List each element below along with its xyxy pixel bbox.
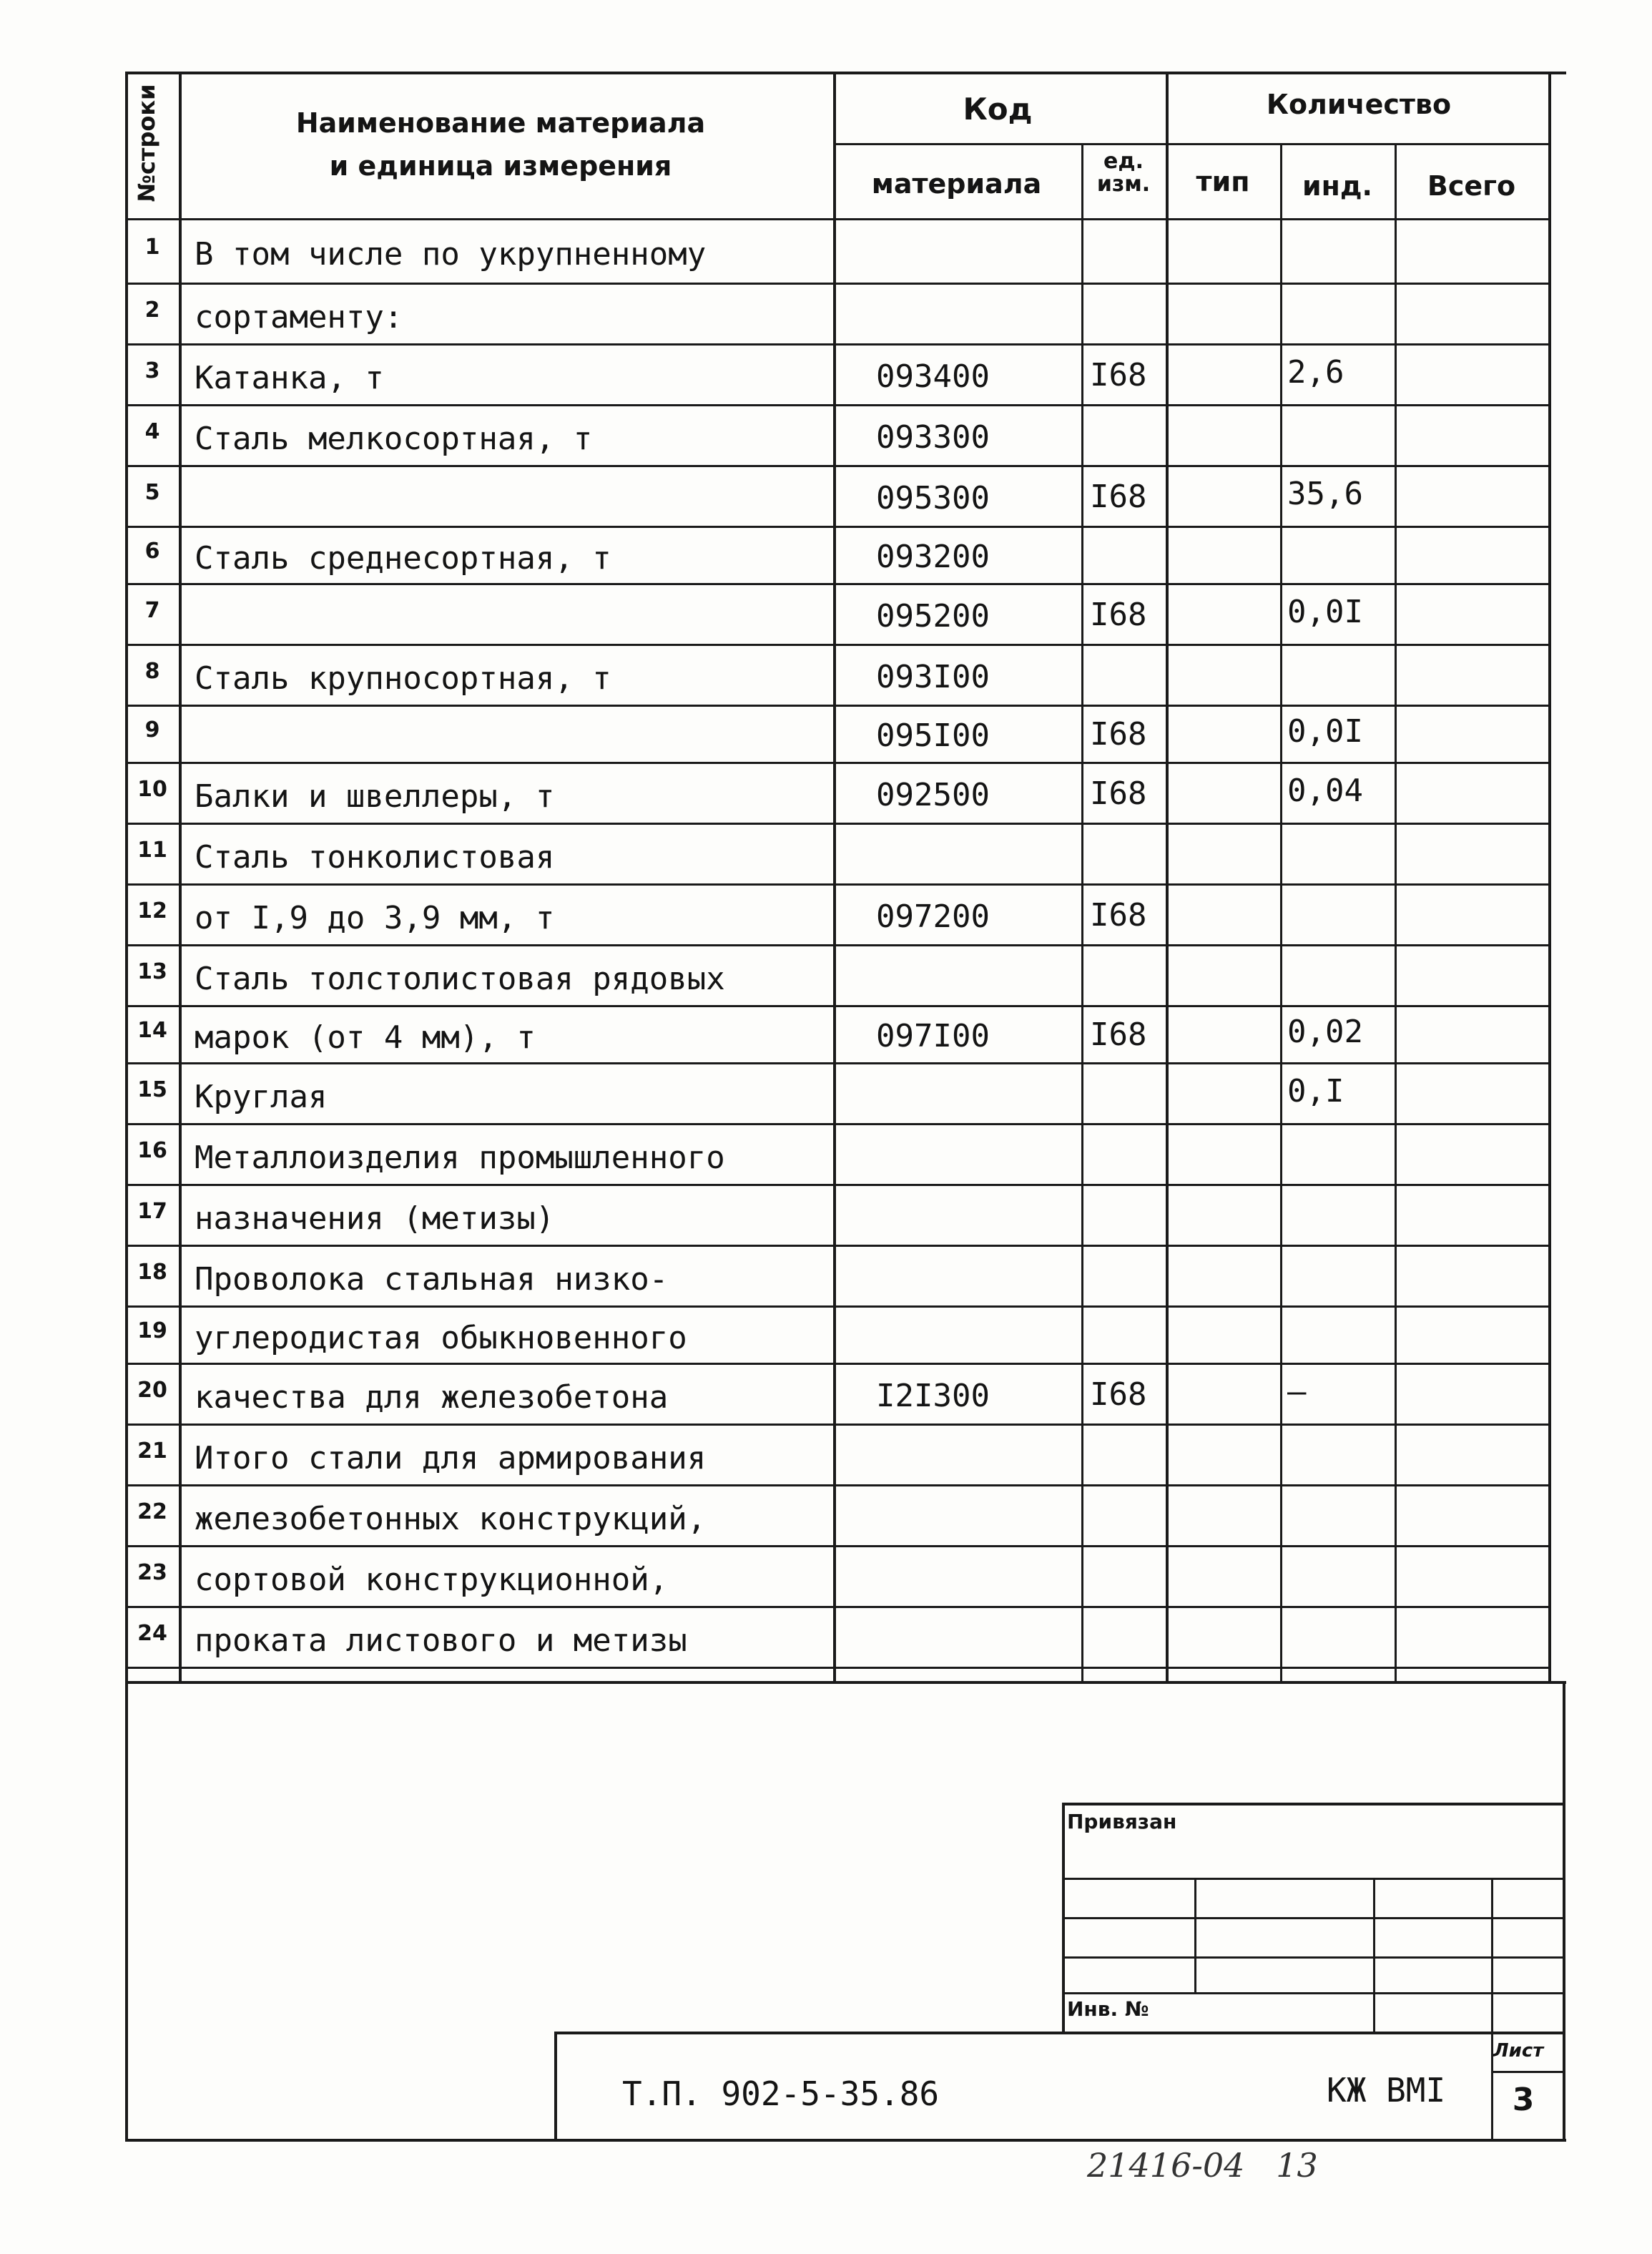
- row-number: 19: [137, 1318, 167, 1343]
- row-number: 24: [137, 1620, 167, 1646]
- grid-line: [1491, 1878, 1493, 2139]
- grid-line: [125, 1681, 1566, 1684]
- row-name: назначения (метизы): [195, 1200, 555, 1237]
- grid-line: [1062, 1878, 1563, 1880]
- grid-line: [1062, 1956, 1563, 1959]
- grid-line: [554, 2032, 557, 2139]
- row-material-code: 095300: [876, 479, 990, 516]
- grid-line: [125, 1667, 1548, 1669]
- row-number: 10: [137, 776, 167, 802]
- grid-line: [1548, 72, 1551, 1681]
- row-number: 11: [137, 837, 167, 863]
- row-material-code: I2I300: [876, 1377, 990, 1414]
- row-material-code: 092500: [876, 776, 990, 813]
- row-name: Сталь толстолистовая рядовых: [195, 960, 725, 997]
- row-name: Сталь мелкосортная, т: [195, 420, 593, 457]
- row-name: Проволока стальная низко-: [195, 1260, 669, 1298]
- row-ind: –: [1287, 1373, 1307, 1410]
- grid-line: [125, 583, 1548, 585]
- grid-line: [125, 1005, 1548, 1007]
- row-number: 3: [144, 358, 160, 383]
- row-unit: I68: [1090, 1376, 1147, 1413]
- row-name: Сталь крупносортная, т: [195, 660, 611, 697]
- row-number: 17: [137, 1198, 167, 1224]
- row-name: марок (от 4 мм), т: [195, 1019, 536, 1056]
- row-name: Металлоизделия промышленного: [195, 1139, 725, 1176]
- row-number: 9: [144, 717, 160, 743]
- row-ind: 0,02: [1287, 1014, 1363, 1050]
- grid-line: [125, 1606, 1548, 1608]
- row-number: 1: [144, 235, 160, 260]
- grid-line: [125, 218, 1548, 220]
- grid-line: [179, 72, 182, 1681]
- grid-line: [125, 1545, 1548, 1547]
- name-header-line1: Наименование материала: [295, 107, 706, 139]
- row-ind: 0,0I: [1287, 713, 1363, 750]
- code-header: Код: [963, 92, 1033, 127]
- attached-label: Привязан: [1067, 1810, 1177, 1833]
- inv-no-label: Инв. №: [1067, 1997, 1149, 2021]
- grid-line: [1062, 1803, 1563, 1805]
- row-name: железобетонных конструкций,: [195, 1500, 707, 1537]
- grid-line: [1194, 1878, 1196, 1992]
- grid-line: [554, 2032, 1563, 2034]
- grid-line: [125, 2139, 1566, 2142]
- row-unit: I68: [1090, 1016, 1147, 1053]
- row-unit: I68: [1090, 716, 1147, 753]
- row-number: 2: [144, 297, 160, 323]
- grid-line: [1062, 1917, 1563, 1919]
- row-unit: I68: [1090, 478, 1147, 515]
- row-number: 15: [137, 1077, 167, 1102]
- grid-line: [1395, 143, 1397, 1681]
- row-number: 23: [137, 1559, 167, 1585]
- row-unit: I68: [1090, 896, 1147, 934]
- grid-line: [125, 762, 1548, 764]
- grid-line: [125, 1062, 1548, 1064]
- row-number: 14: [137, 1018, 167, 1043]
- grid-line: [125, 705, 1548, 707]
- grid-line: [1491, 2071, 1563, 2073]
- row-number-header: №строки: [133, 84, 160, 202]
- row-number: 16: [137, 1137, 167, 1163]
- row-number: 5: [144, 479, 160, 505]
- grid-line: [1062, 1992, 1563, 1994]
- grid-line: [125, 72, 1566, 74]
- row-unit: I68: [1090, 775, 1147, 812]
- grid-line: [125, 465, 1548, 467]
- row-number: 20: [137, 1377, 167, 1403]
- sheet-label: Лист: [1493, 2040, 1544, 2062]
- row-name: Итого стали для армирования: [195, 1439, 707, 1476]
- grid-line: [1280, 143, 1282, 1681]
- total-header: Всего: [1427, 170, 1516, 202]
- row-number: 7: [144, 597, 160, 623]
- grid-line: [125, 1245, 1548, 1247]
- quantity-header: Количество: [1266, 89, 1452, 120]
- row-name: Сталь среднесортная, т: [195, 540, 611, 577]
- grid-line: [125, 526, 1548, 528]
- grid-line: [1081, 143, 1083, 1681]
- grid-line: [1166, 72, 1169, 1681]
- row-name: качества для железобетона: [195, 1378, 669, 1416]
- row-name: от I,9 до 3,9 мм, т: [195, 899, 555, 936]
- row-material-code: 097I00: [876, 1018, 990, 1054]
- name-header-line2: и единица измерения: [329, 150, 672, 182]
- row-material-code: 095I00: [876, 717, 990, 754]
- row-ind: 0,I: [1287, 1072, 1344, 1109]
- row-number: 6: [144, 539, 160, 564]
- grid-line: [125, 883, 1548, 886]
- row-name: Сталь тонколистовая: [195, 838, 555, 876]
- grid-line: [1373, 1878, 1375, 2032]
- row-ind: 0,04: [1287, 772, 1363, 809]
- row-material-code: 097200: [876, 898, 990, 935]
- row-name: углеродистая обыкновенного: [195, 1320, 687, 1356]
- handwritten-number: 21416-04 13: [1087, 2146, 1318, 2185]
- row-ind: 35,6: [1287, 475, 1363, 512]
- row-name: сортаменту:: [195, 298, 403, 335]
- grid-line: [125, 1305, 1548, 1308]
- grid-line: [125, 644, 1548, 646]
- sheet-number: 3: [1512, 2082, 1535, 2118]
- row-number: 12: [137, 898, 167, 923]
- grid-line: [125, 283, 1548, 285]
- row-name: сортовой конструкционной,: [195, 1561, 669, 1598]
- grid-line: [125, 72, 128, 2139]
- row-number: 18: [137, 1259, 167, 1285]
- row-number: 22: [137, 1499, 167, 1524]
- drawing-mark: КЖ ВМI: [1327, 2071, 1446, 2110]
- row-number: 21: [137, 1438, 167, 1464]
- unit-header: ед. изм.: [1096, 149, 1151, 197]
- grid-line: [125, 1424, 1548, 1426]
- row-number: 13: [137, 959, 167, 984]
- row-name: В том числе по укрупненному: [195, 236, 707, 273]
- row-ind: 0,0I: [1287, 593, 1363, 630]
- grid-line: [125, 1184, 1548, 1186]
- row-material-code: 095200: [876, 597, 990, 634]
- row-material-code: 093300: [876, 418, 990, 456]
- row-unit: I68: [1090, 596, 1147, 633]
- document-number: Т.П. 902-5-35.86: [622, 2074, 940, 2113]
- grid-line: [125, 1484, 1548, 1486]
- grid-line: [125, 1123, 1548, 1125]
- ind-header: инд.: [1302, 170, 1372, 202]
- grid-line: [125, 944, 1548, 946]
- row-unit: I68: [1090, 356, 1147, 393]
- row-number: 4: [144, 418, 160, 444]
- row-ind: 2,6: [1287, 353, 1344, 391]
- row-name: Круглая: [195, 1078, 328, 1115]
- row-material-code: 093I00: [876, 658, 990, 695]
- material-code-header: материала: [871, 168, 1042, 200]
- row-name: Катанка, т: [195, 359, 384, 396]
- row-name: Балки и швеллеры, т: [195, 778, 555, 815]
- row-material-code: 093200: [876, 539, 990, 575]
- grid-line: [125, 404, 1548, 406]
- grid-line: [1062, 1803, 1065, 2032]
- row-material-code: 093400: [876, 358, 990, 395]
- row-number: 8: [144, 658, 160, 684]
- tip-header: тип: [1196, 166, 1250, 197]
- grid-line: [833, 143, 1548, 145]
- grid-line: [125, 1363, 1548, 1365]
- row-name: проката листового и метизы: [195, 1622, 687, 1659]
- grid-line: [1563, 1681, 1565, 2139]
- grid-line: [833, 72, 836, 1681]
- grid-line: [125, 343, 1548, 346]
- grid-line: [125, 823, 1548, 825]
